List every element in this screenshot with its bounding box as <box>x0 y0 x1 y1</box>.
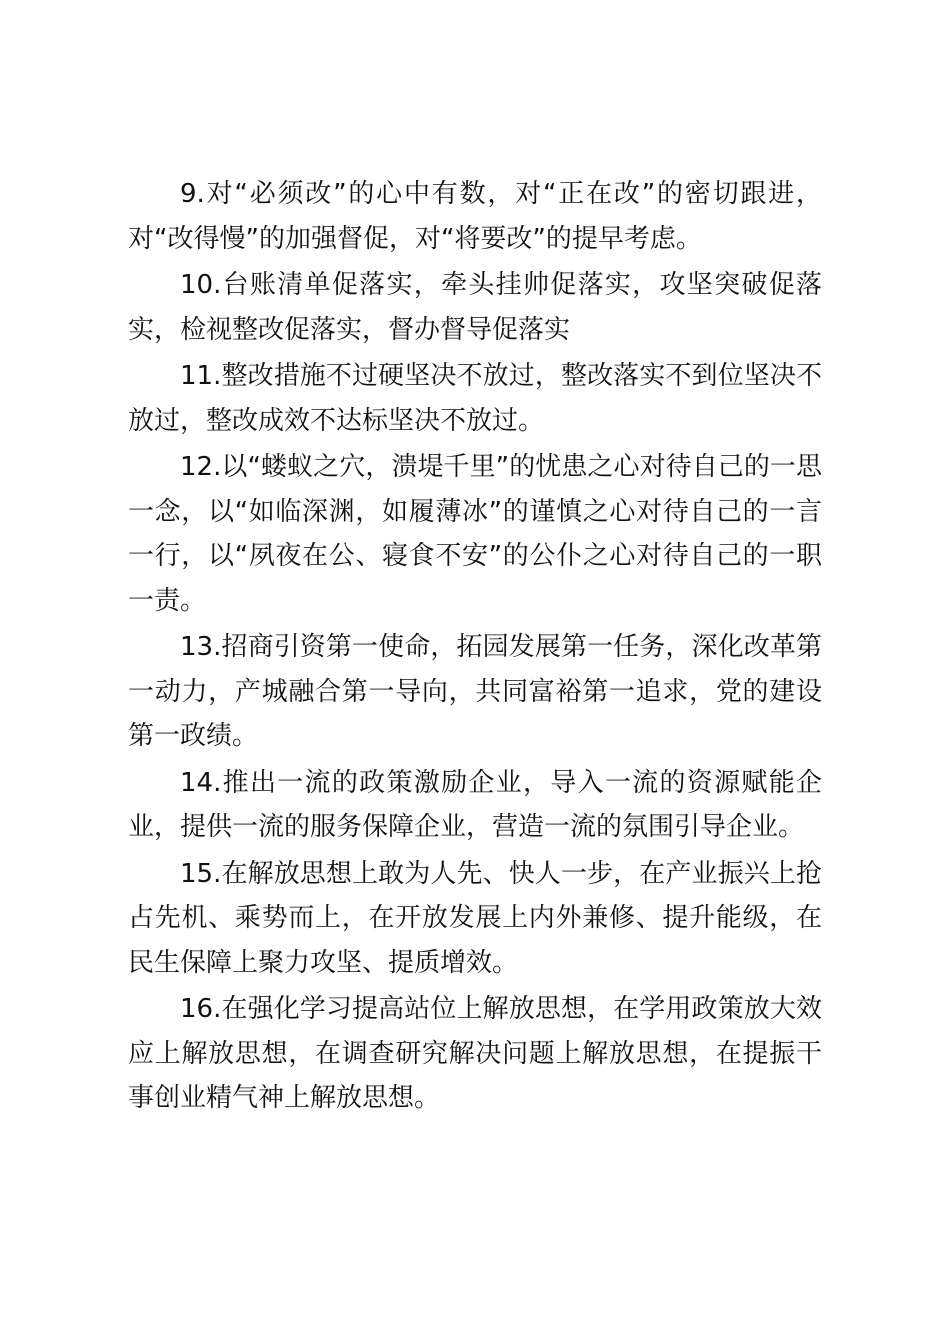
paragraph-9: 9.对“必须改”的心中有数，对“正在改”的密切跟进，对“改得慢”的加强督促，对“将要改”的提早考虑。 <box>128 179 822 254</box>
document-body <box>128 172 822 1123</box>
paragraph-11: 11.整改措施不过硬坚决不放过，整改落实不到位坚决不放过，整改成效不达标坚决不放过。 <box>128 361 822 436</box>
paragraph-10: 10.台账清单促落实，牵头挂帅促落实，攻坚突破促落实，检视整改促落实，督办督导促落实 <box>128 270 822 345</box>
paragraph-14: 14.推出一流的政策激励企业，导入一流的资源赋能企业，提供一流的服务保障企业，营造一流的氛围引导企业。 <box>128 767 822 842</box>
paragraph-12: 12.以“蝼蚁之穴，溃堤千里”的忧患之心对待自己的一思一念，以“如临深渊，如履薄冰”的谨慎之心对待自己的一言一行，以“夙夜在公、寝食不安”的公仆之心对待自己的一职一责。 <box>128 452 822 616</box>
paragraph-13: 13.招商引资第一使命，拓园发展第一任务，深化改革第一动力，产城融合第一导向，共同富裕第一追求，党的建设第一政绩。 <box>128 632 822 751</box>
paragraph-16: 16.在强化学习提高站位上解放思想，在学用政策放大效应上解放思想，在调查研究解决问题上解放思想，在提振干事创业精气神上解放思想。 <box>128 994 822 1113</box>
paragraph-15: 15.在解放思想上敢为人先、快人一步，在产业振兴上抢占先机、乘势而上，在开放发展上内外兼修、提升能级，在民生保障上聚力攻坚、提质增效。 <box>128 858 822 978</box>
